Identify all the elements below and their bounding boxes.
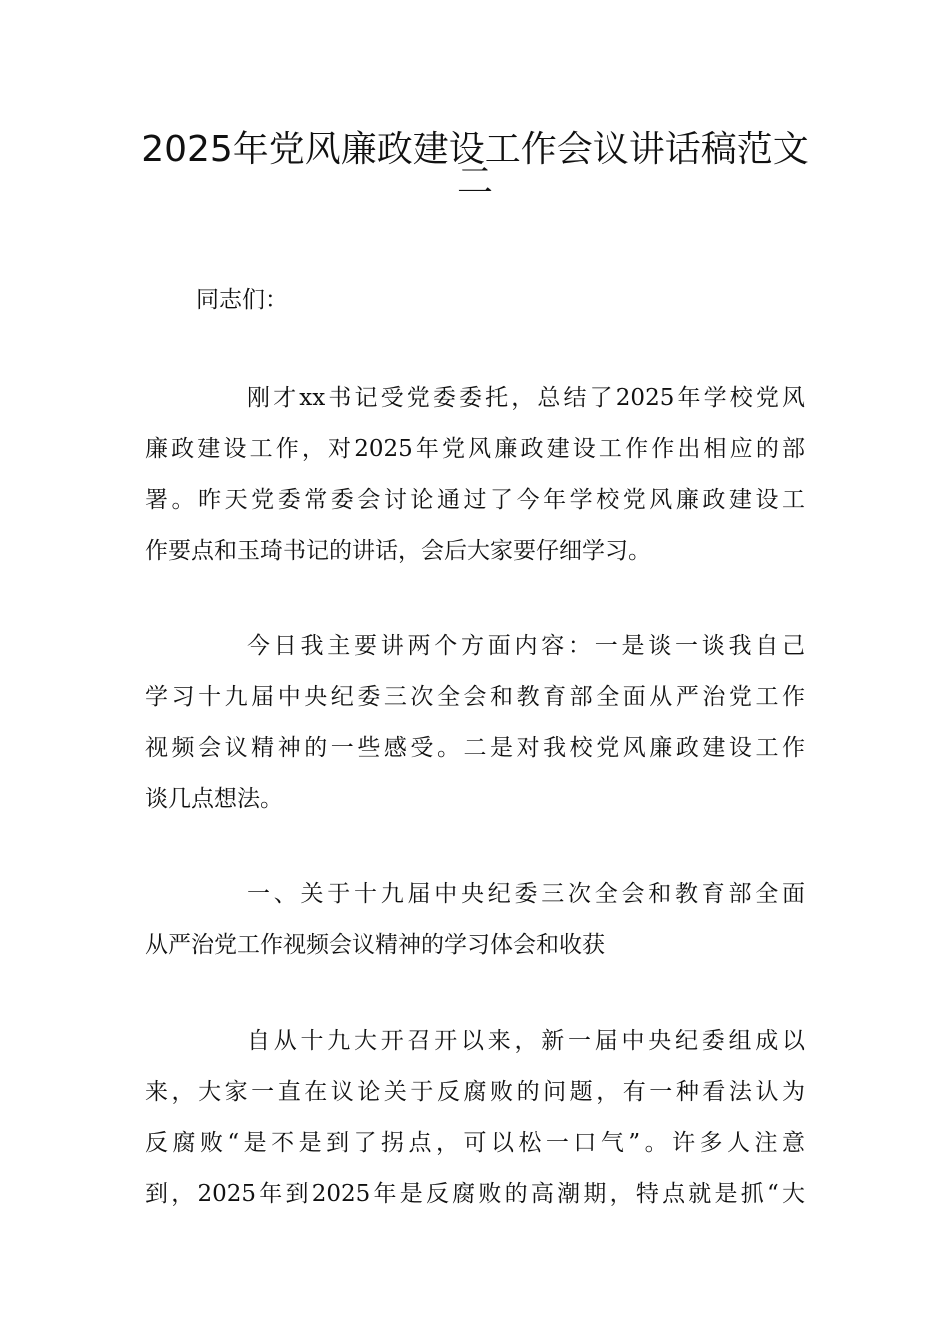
paragraph-line: 反腐败“是不是到了拐点，可以松一口气”。许多人注意 [145, 1130, 805, 1156]
paragraph-line: 自从十九大开召开以来，新一届中央纪委组成以 [247, 1028, 805, 1054]
paragraph-line: 从严治党工作视频会议精神的学习体会和收获 [145, 932, 605, 958]
paragraph-line: 署。昨天党委常委会讨论通过了今年学校党风廉政建设工 [145, 487, 805, 513]
salutation: 同志们： [196, 287, 288, 313]
paragraph-line: 刚才xx书记受党委委托，总结了2025年学校党风 [247, 385, 805, 411]
paragraph-3 [145, 1016, 805, 1220]
paragraph-line: 到，2025年到2025年是反腐败的高潮期，特点就是抓“大 [145, 1181, 805, 1207]
paragraph-line: 今日我主要讲两个方面内容：一是谈一谈我自己 [247, 633, 805, 659]
paragraph-line: 学习十九届中央纪委三次全会和教育部全面从严治党工作 [145, 684, 805, 710]
paragraph-line: 一、关于十九届中央纪委三次全会和教育部全面 [247, 881, 805, 907]
document-title-continued: 二 [456, 161, 493, 202]
paragraph-line: 作要点和玉琦书记的讲话，会后大家要仔细学习。 [145, 538, 651, 564]
document-title: 2025年党风廉政建设工作会议讲话稿范文 [141, 129, 809, 170]
paragraph-2 [145, 621, 805, 825]
paragraph-line: 视频会议精神的一些感受。二是对我校党风廉政建设工作 [145, 735, 805, 761]
section-heading-1 [145, 869, 805, 971]
paragraph-line: 廉政建设工作，对2025年党风廉政建设工作作出相应的部 [145, 436, 805, 462]
paragraph-line: 来，大家一直在议论关于反腐败的问题，有一种看法认为 [145, 1079, 805, 1105]
paragraph-line: 谈几点想法。 [145, 786, 283, 812]
paragraph-1 [145, 373, 805, 577]
